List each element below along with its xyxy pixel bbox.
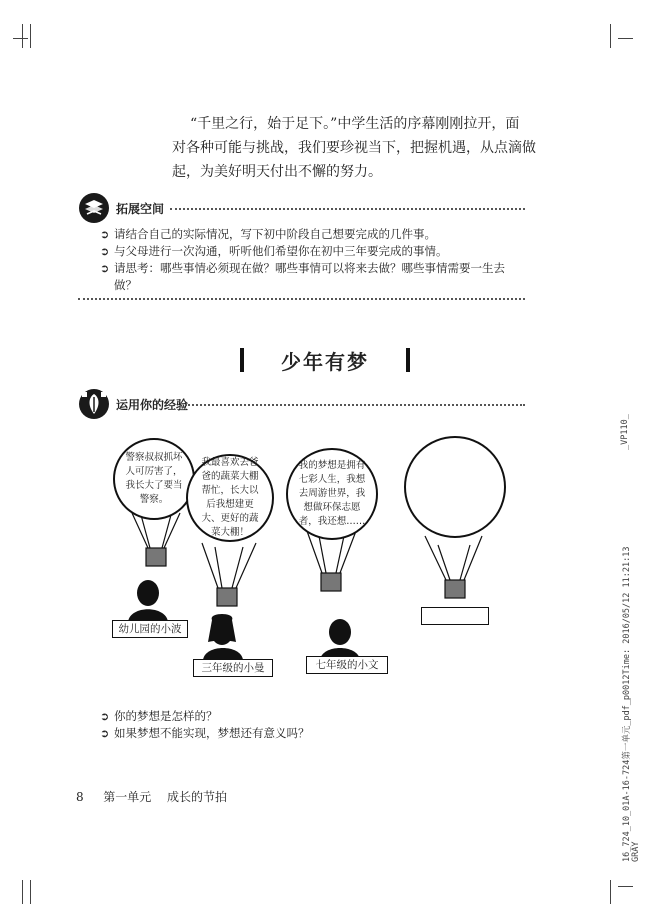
side-gray-label: GRAY — [631, 841, 641, 862]
arrow-circle-icon: ➲ — [100, 262, 110, 275]
list-item — [100, 725, 525, 742]
list-item-text: 请结合自己的实际情况，写下初中阶段自己想要完成的几件事。 — [114, 227, 436, 241]
experience-title: 运用你的经验 — [116, 397, 189, 412]
list-item-text: 你的梦想是怎样的？ — [114, 709, 218, 723]
balloon-speech: 我的梦想是拥有七彩人生，我想去周游世界，我想做环保志愿者，我还想…… — [286, 448, 378, 540]
balloon-speech: 我最喜欢去爸爸的蔬菜大棚帮忙，长大以后我想建更大、更好的蔬菜大棚！ — [186, 454, 274, 542]
page-number: 8 — [76, 790, 84, 804]
side-code-top: _VP110_ — [620, 414, 630, 450]
list-item-text: 如果梦想不能实现，梦想还有意义吗？ — [114, 726, 310, 740]
list-item-text: 与父母进行一次沟通，听听他们希望你在初中三年要完成的事情。 — [114, 244, 448, 258]
chapter-name: 成长的节拍 — [166, 790, 227, 804]
paragraph-line: “千里之行，始于足下。”中学生活的序幕刚刚拉开，面 — [190, 116, 520, 132]
balloon-speech: 警察叔叔抓坏人可厉害了，我长大了要当警察。 — [113, 438, 195, 520]
page-footer — [76, 788, 227, 805]
list-item-text: 请思考：哪些事情必须现在做？哪些事情可以将来去做？哪些事情需要一生去做？ — [114, 261, 505, 292]
caption-label: 三年级的小曼 — [193, 659, 273, 677]
arrow-circle-icon: ➲ — [100, 710, 110, 723]
side-print-info: 16_724_10_01A-16-724第一单元_pdf_p0012Time: 2016/05/12 11:21:13 — [622, 546, 632, 862]
unit-name: 第一单元 — [103, 790, 152, 804]
caption-label: 七年级的小文 — [306, 656, 388, 674]
arrow-circle-icon: ➲ — [100, 228, 110, 241]
caption-blank-box — [421, 607, 489, 625]
caption-label: 幼儿园的小波 — [112, 620, 188, 638]
expand-title: 拓展空间 — [116, 201, 165, 216]
question-list — [100, 708, 525, 742]
paragraph-line: 起，为美好明天付出不懈的努力。 — [172, 164, 382, 180]
arrow-circle-icon: ➲ — [100, 245, 110, 258]
list-item — [100, 708, 525, 725]
arrow-circle-icon: ➲ — [100, 727, 110, 740]
paragraph-line: 对各种可能与挑战，我们要珍视当下，把握机遇，从点滴做 — [172, 140, 536, 156]
section-title: 少年有梦 — [281, 349, 369, 374]
